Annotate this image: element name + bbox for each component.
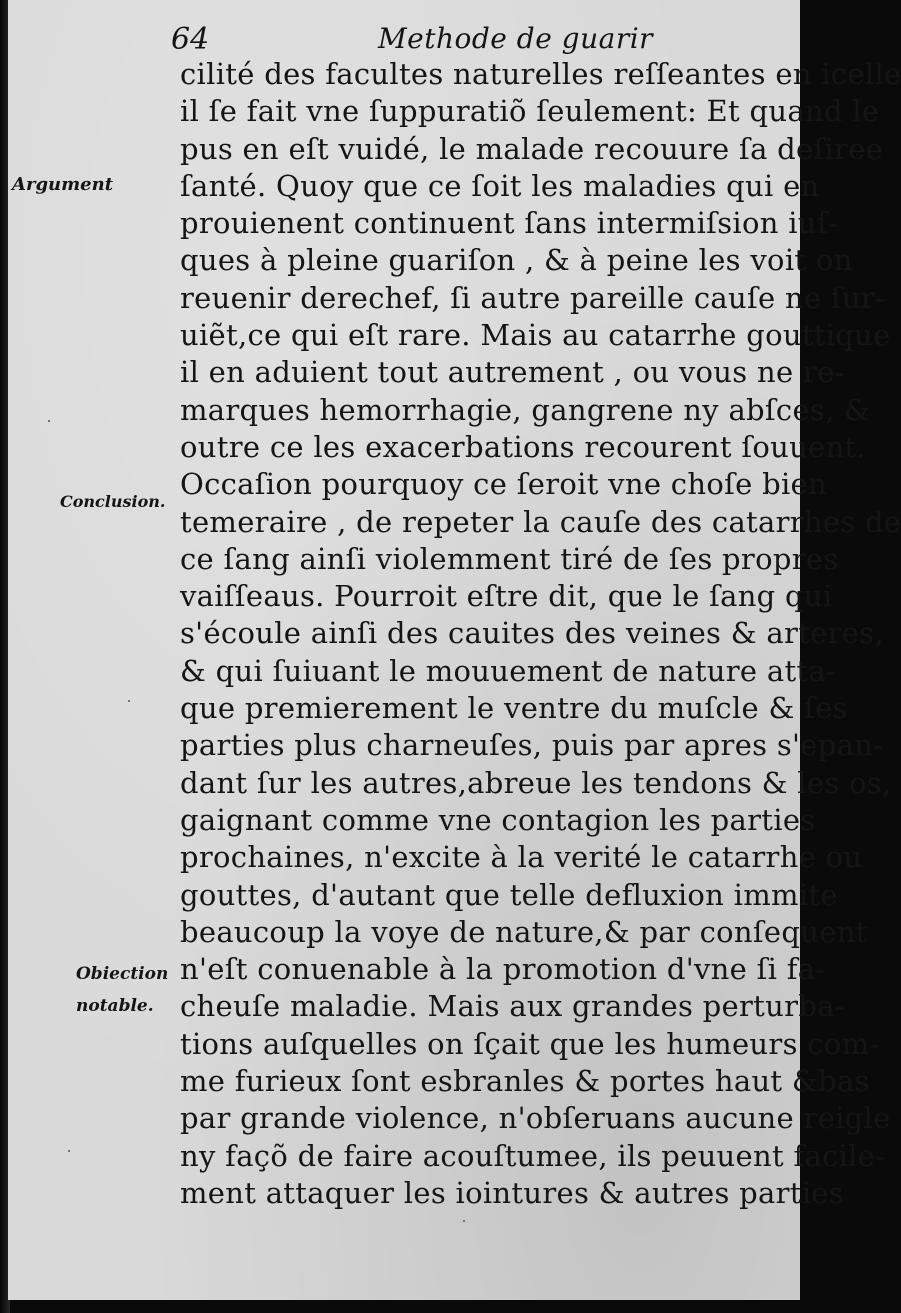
page-number: 64	[171, 22, 210, 57]
text-line: n'eſt conuenable à la promotion d'vne ſi fa-	[180, 952, 826, 987]
text-line: prouienent continuent ſans intermiſsion iuſ-	[180, 206, 838, 241]
text-line: marques hemorrhagie, gangrene ny abſces, &	[180, 392, 871, 427]
text-line: ques à pleine guariſon , & à peine les voit on	[180, 243, 853, 278]
running-head: Methode de guarir	[378, 22, 654, 55]
page-header	[8, 18, 800, 58]
text-line: prochaines, n'excite à la verité le catarrhe ou	[180, 840, 863, 875]
text-line: par grande violence, n'obſeruans aucune reigle	[180, 1101, 891, 1136]
text-line: ny façõ de faire acouſtumee, ils peuuent facile-	[180, 1138, 886, 1173]
margin-note-objection: Obiection	[76, 964, 169, 984]
text-line: beaucoup la voye de nature,& par conſequent	[180, 914, 868, 949]
text-line: que premierement le ventre du muſcle & ſes	[180, 691, 848, 726]
margin-note-conclusion: Conclusion.	[60, 492, 166, 511]
text-line: outre ce les exacerbations recourent ſouuent.	[180, 429, 867, 464]
book-page	[8, 0, 901, 1300]
text-line: temeraire , de repeter la cauſe des catarrhes de	[180, 504, 901, 539]
text-line: pus en eſt vuidé, le malade recouure ſa deſiree	[180, 131, 884, 166]
text-line: gouttes, d'autant que telle defluxion immite	[180, 877, 838, 912]
paper-speck	[68, 1150, 70, 1152]
text-line: tions auſquelles on ſçait que les humeurs com-	[180, 1026, 880, 1061]
margin-note-argument: Argument	[12, 174, 114, 195]
text-line: reuenir derechef, ſi autre pareille cauſe ne ſur-	[180, 280, 886, 315]
text-line: s'écoule ainſi des cauites des veines & arteres,	[180, 616, 884, 651]
text-line: cilité des facultes naturelles reſſeantes en icelle	[180, 57, 901, 91]
body-text	[180, 56, 901, 1212]
margin-note-notable: notable.	[76, 996, 154, 1016]
text-line: ment attaquer les iointures & autres parties	[180, 1175, 844, 1210]
text-line: dant ſur les autres,abreue les tendons & les os,	[180, 765, 892, 800]
text-line: cheuſe maladie. Mais aux grandes perturba-	[180, 989, 845, 1024]
paper-speck	[128, 700, 130, 702]
text-line: & qui ſuiuant le mouuement de nature atta-	[180, 653, 837, 688]
text-line: vaiſſeaus. Pourroit eſtre dit, que le ſang qui	[180, 579, 833, 614]
text-line: il en aduient tout autrement , ou vous ne re-	[180, 355, 845, 390]
text-line: parties plus charneuſes, puis par apres s'epan-	[180, 728, 884, 763]
text-line: gaignant comme vne contagion les parties	[180, 802, 816, 837]
text-line: ſanté. Quoy que ce ſoit les maladies qui en	[180, 168, 820, 203]
paper-speck	[463, 1220, 465, 1222]
text-line: me furieux ſont esbranles & portes haut &bas	[180, 1064, 870, 1099]
text-line: Occaſion pourquoy ce ſeroit vne choſe bien	[180, 467, 827, 502]
text-line: il ſe fait vne ſuppuratiõ ſeulement: Et quand le	[180, 94, 880, 129]
paper-speck	[48, 420, 50, 422]
text-line: ce ſang ainſi violemment tiré de ſes propres	[180, 541, 839, 576]
text-line: uiẽt,ce qui eſt rare. Mais au catarrhe gouttique	[180, 318, 891, 353]
